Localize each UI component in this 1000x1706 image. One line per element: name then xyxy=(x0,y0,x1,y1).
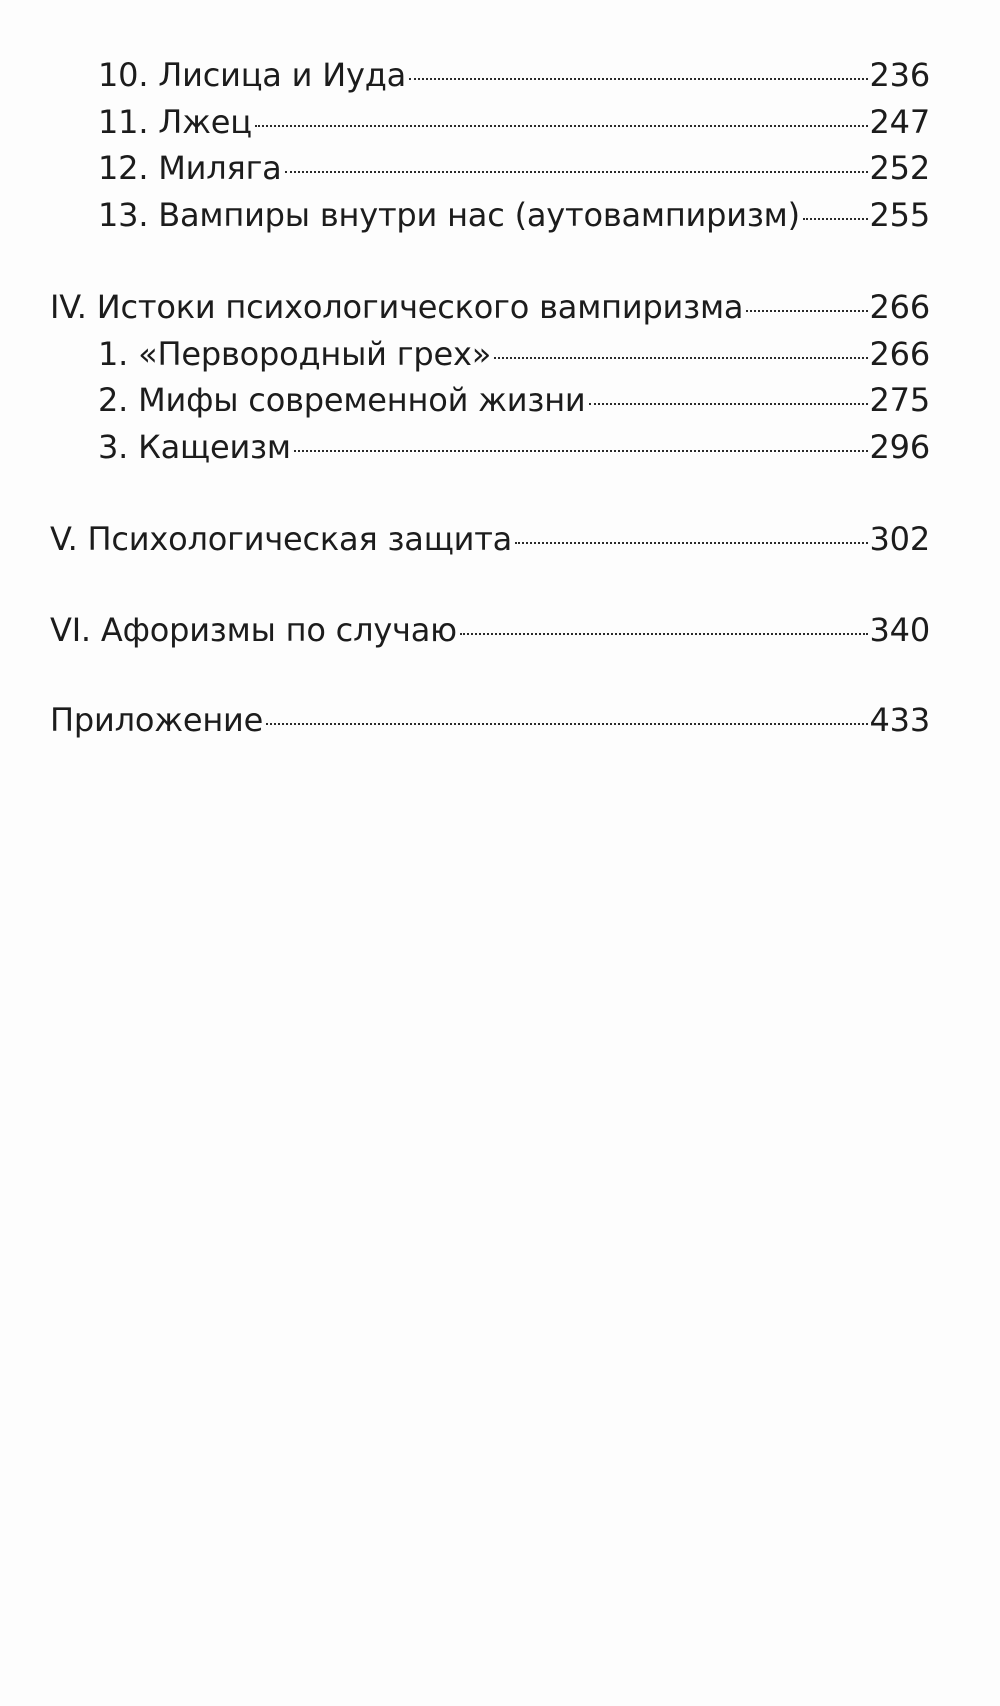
toc-section-title: V. Психологическая защита xyxy=(50,520,513,558)
toc-section-5 xyxy=(50,516,930,563)
toc-entry-4-2 xyxy=(50,377,930,424)
section-spacer xyxy=(50,238,930,284)
toc-entry-page: 255 xyxy=(869,195,930,234)
toc-entry-4-1 xyxy=(50,331,930,378)
toc-entry-page: 252 xyxy=(869,149,930,187)
toc-entry-page: 247 xyxy=(869,102,930,141)
dot-leader xyxy=(746,310,867,312)
dot-leader xyxy=(285,171,868,173)
toc-entry-title: 10. Лисица и Иуда xyxy=(98,56,407,94)
section-spacer xyxy=(50,653,930,697)
section-spacer xyxy=(50,563,930,607)
toc-section-page: 433 xyxy=(869,701,930,739)
toc-entry-title: 2. Мифы современной жизни xyxy=(98,381,586,419)
dot-leader xyxy=(803,218,868,220)
dot-leader xyxy=(589,403,868,405)
toc-section-title: Приложение xyxy=(50,701,264,739)
toc-entry-title: 12. Миляга xyxy=(98,149,282,187)
toc-appendix xyxy=(50,697,930,744)
toc-section-4 xyxy=(50,284,930,331)
dot-leader xyxy=(409,78,867,80)
toc-entry-page: 296 xyxy=(869,427,930,466)
dot-leader xyxy=(294,450,868,452)
toc-entry-11 xyxy=(50,99,930,146)
toc-entry-page: 266 xyxy=(869,334,930,373)
table-of-contents xyxy=(50,52,930,744)
toc-entry-title: 13. Вампиры внутри нас (аутовампиризм) xyxy=(98,195,800,234)
toc-entry-13 xyxy=(50,192,930,239)
toc-entry-10 xyxy=(50,52,930,99)
toc-entry-title: 1. «Первородный грех» xyxy=(98,334,492,373)
dot-leader xyxy=(460,633,868,635)
section-spacer xyxy=(50,470,930,516)
toc-entry-title: 3. Кащеизм xyxy=(98,427,291,466)
toc-section-title: VI. Афоризмы по случаю xyxy=(50,610,457,649)
toc-section-page: 302 xyxy=(869,520,930,558)
toc-entry-page: 275 xyxy=(869,381,930,419)
dot-leader xyxy=(266,723,867,725)
dot-leader xyxy=(494,357,867,359)
toc-entry-4-3 xyxy=(50,424,930,471)
toc-section-title: IV. Истоки психологического вампиризма xyxy=(50,288,744,326)
toc-section-page: 340 xyxy=(869,610,930,649)
toc-entry-title: 11. Лжец xyxy=(98,102,252,141)
dot-leader xyxy=(255,125,868,127)
toc-entry-page: 236 xyxy=(869,56,930,94)
toc-section-6 xyxy=(50,607,930,654)
toc-section-page: 266 xyxy=(869,288,930,326)
dot-leader xyxy=(515,542,867,544)
toc-entry-12 xyxy=(50,145,930,192)
